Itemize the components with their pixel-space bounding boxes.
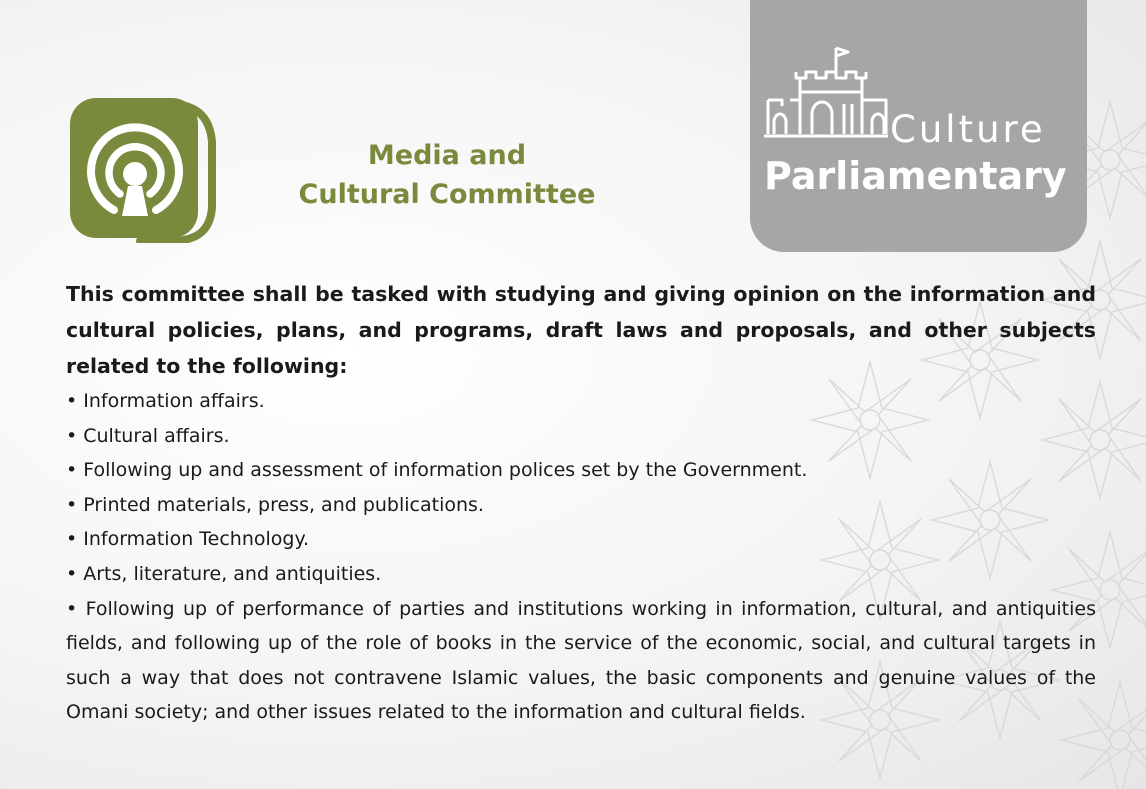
committee-title [262,136,632,214]
responsibility-list [66,384,1096,730]
list-item: • Information affairs. [66,384,1096,419]
culture-parliamentary-badge [750,0,1087,252]
intro-paragraph: This committee shall be tasked with studying and giving opinion on the information and cultural policies, plans, and programs, draft laws and proposals, and other subjects related to the following: [66,282,1096,378]
committee-title-line1: Media and [367,140,527,171]
list-item: • Cultural affairs. [66,419,1096,454]
list-item: • Information Technology. [66,522,1096,557]
committee-title-line2: Cultural Committee [298,179,596,210]
committee-description [66,276,1096,730]
list-item: • Following up of performance of parties and institutions working in information, cultural, and antiquities fields, and following up of the role of books in the service of the economic, social, and cultural targets in such a way that does not contravene Islamic values, the basic components and genuine values of the Omani society; and other issues related to the information and cultural fields. [66,592,1096,730]
list-item: • Following up and assessment of information polices set by the Government. [66,453,1096,488]
list-item: • Arts, literature, and antiquities. [66,557,1096,592]
badge-culture-word: Culture [890,108,1046,151]
broadcast-podcast-icon [70,98,216,243]
badge-parliamentary-word: Parliamentary [764,154,1067,198]
list-item: • Printed materials, press, and publications. [66,488,1096,523]
fortress-icon [760,42,890,144]
